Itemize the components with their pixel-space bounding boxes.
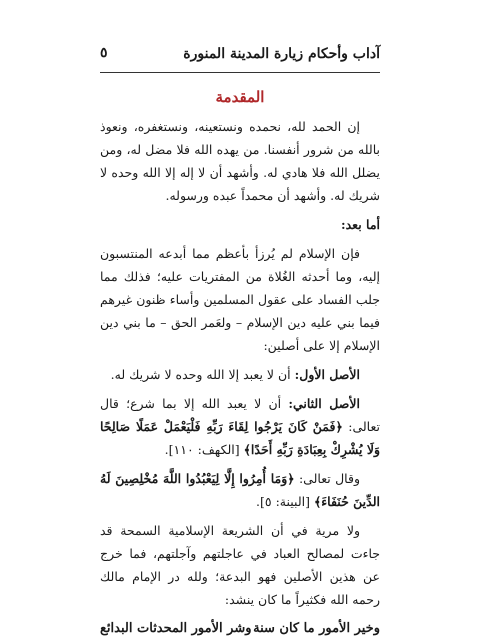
- poem-verse: [100, 617, 380, 640]
- running-header: [100, 44, 380, 68]
- opening-paragraph: إن الحمد لله، نحمده ونستعينه، ونستغفره، ونعوذ بالله من شرور أنفسنا. من يهده الله فلا مضل له، ومن يضلل الله فلا هادي له. وأشهد أن لا إله إلا الله وحده لا شريك له. وأشهد أن محمداً عبده ورسوله.: [100, 119, 380, 203]
- amma-bad-heading: أما بعد:: [340, 217, 380, 232]
- verse-reference-kahf: [الكهف: ١١٠].: [164, 442, 244, 457]
- intro-paragraph: فإن الإسلام لم يُرزأ بأعظم مما أبدعه المنتسبون إليه، وما أحدثه الغُلاة من المفتريات عليه؛ فذلك مما جلب الفساد على عقول المسلمين وأساء ظنون غيرهم فيما بني عليه دين الإسلام – ولعَمر الحق – ما بني دين الإسلام إلا على أصلين:: [100, 246, 380, 353]
- page-number: ٥: [100, 45, 108, 61]
- page-body: [100, 82, 380, 640]
- poem-second-hemistich: وشر الأمور المحدثات البدائع: [100, 621, 252, 636]
- second-principle: [100, 392, 380, 461]
- second-verse-intro: وقال تعالى:: [294, 471, 360, 486]
- second-verse-paragraph: [100, 467, 380, 513]
- second-principle-label: الأصل الثاني:: [288, 396, 360, 411]
- first-principle-label: الأصل الأول:: [294, 367, 360, 382]
- quran-verse-bayyina: ﴿وَمَا أُمِرُوا إِلَّا لِيَعْبُدُوا اللَّهَ مُخْلِصِينَ لَهُ الدِّينَ حُنَفَاءَ﴾: [100, 471, 380, 509]
- header-divider: [100, 72, 380, 73]
- verse-reference-bayyina: [البينة: ٥].: [256, 494, 314, 509]
- section-title: المقدمة: [215, 88, 265, 106]
- quran-verse-kahf: ﴿فَمَنْ كَانَ يَرْجُوا لِقَاءَ رَبِّهِ فَلْيَعْمَلْ عَمَلًا صَالِحًا وَلَا يُشْرِكْ بِعِبَادَةِ رَبِّهِ أَحَدًا﴾: [100, 419, 380, 457]
- first-principle: [100, 363, 380, 386]
- poem-first-hemistich: وخير الأمور ما كان سنة: [253, 621, 380, 636]
- sharia-paragraph: ولا مرية في أن الشريعة الإسلامية السمحة قد جاءت لمصالح العباد في عاجلتهم وآجلتهم، فما خرج عن هذين الأصلين فهو البدعة؛ ولله در الإمام مالك رحمه الله فكثيراً ما كان ينشد:: [100, 523, 380, 607]
- book-title: آداب وأحكام زيارة المدينة المنورة: [183, 46, 380, 62]
- second-principle-text: أن لا يعبد الله إلا بما شرع؛ قال تعالى:: [100, 396, 380, 434]
- first-principle-text: أن لا يعبد إلا الله وحده لا شريك له.: [110, 367, 295, 382]
